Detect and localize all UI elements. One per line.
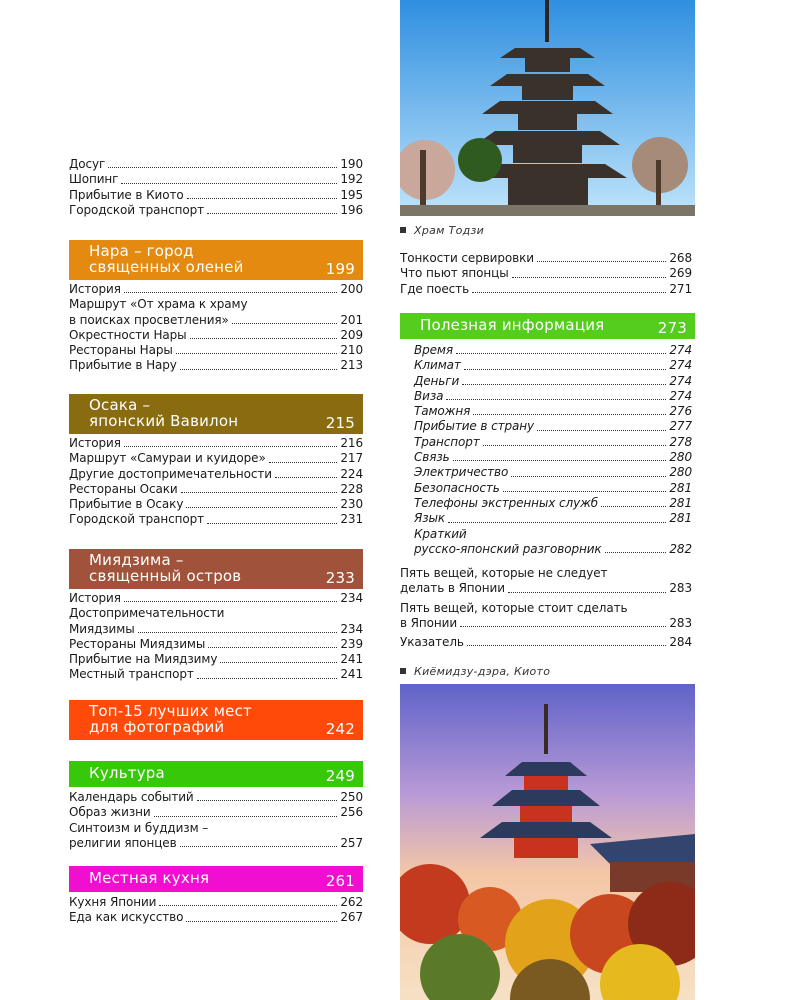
toc-entry[interactable]: Кухня Японии 262 (69, 895, 363, 909)
toc-entry[interactable]: Пять вещей, которые не следует делать в Японии 283 (400, 566, 692, 596)
photo-kiyomizu-dera (400, 684, 695, 1000)
section-miyajima-header[interactable]: Миядзима – священный остров 233 (69, 549, 363, 589)
toc-entry[interactable]: Виза 274 (414, 388, 692, 403)
section-culture-header[interactable]: Культура 249 (69, 761, 363, 787)
toc-entry[interactable]: Рестораны Миядзимы 239 (69, 636, 363, 651)
toc-entry[interactable]: История 234 (69, 591, 363, 605)
toc-entry[interactable]: Что пьют японцы 269 (400, 266, 692, 281)
toc-entry[interactable]: Синтоизм и буддизм – религии японцев 257 (69, 820, 363, 850)
section-osaka-header[interactable]: Осака – японский Вавилон 215 (69, 394, 363, 434)
toc-entry[interactable]: Другие достопримечательности 224 (69, 466, 363, 481)
caption-kiyomizu: Киёмидзу-дэра, Киото (400, 665, 550, 678)
kyoto-tail-entries (69, 157, 363, 218)
toc-entry[interactable]: Окрестности Нары 209 (69, 327, 363, 342)
toc-entry[interactable]: Таможня 276 (414, 404, 692, 419)
toc-entry[interactable]: Деньги 274 (414, 373, 692, 388)
section-useful-entries (414, 343, 692, 557)
toc-entry[interactable]: Время 274 (414, 343, 692, 357)
photo-toji-temple (400, 0, 695, 216)
section-nara-header[interactable]: Нара – город священных оленей 199 (69, 240, 363, 280)
toc-entry[interactable]: История 200 (69, 282, 363, 296)
toc-entry[interactable]: Транспорт 278 (414, 434, 692, 449)
toc-entry[interactable]: Маршрут «Самураи и куидоре» 217 (69, 451, 363, 466)
toc-entry[interactable]: История 216 (69, 436, 363, 450)
toc-entry[interactable]: Достопримечательности Миядзимы 234 (69, 606, 363, 636)
toc-entry[interactable]: Тонкости сервировки 268 (400, 251, 692, 265)
toc-entry[interactable]: Указатель 284 (400, 635, 692, 650)
pagoda-illustration (400, 0, 695, 216)
toc-entry[interactable]: Прибытие в Киото 195 (69, 187, 363, 202)
toc-entry[interactable]: Календарь событий 250 (69, 790, 363, 804)
toc-entry[interactable]: Язык 281 (414, 511, 692, 526)
toc-entry[interactable]: Телефоны экстренных служб 281 (414, 495, 692, 510)
toc-entry[interactable]: Рестораны Нары 210 (69, 343, 363, 358)
toc-entry[interactable]: Шопинг 192 (69, 172, 363, 187)
section-useful-header[interactable]: Полезная информация 273 (400, 313, 695, 339)
toc-entry[interactable]: Еда как искусство 267 (69, 910, 363, 925)
cuisine-tail-entries (400, 251, 692, 297)
caption-toji: Храм Тодзи (400, 224, 484, 237)
toc-entry[interactable]: Рестораны Осаки 228 (69, 481, 363, 496)
section-osaka-entries (69, 436, 363, 528)
toc-entry[interactable]: Досуг 190 (69, 157, 363, 171)
toc-entry[interactable]: Связь 280 (414, 450, 692, 465)
square-bullet-icon (400, 227, 406, 233)
toc-entry[interactable]: Городской транспорт 231 (69, 512, 363, 527)
toc-entry[interactable]: Местный транспорт 241 (69, 667, 363, 682)
toc-entry[interactable]: Краткий русско-японский разговорник 282 (414, 526, 692, 556)
section-cuisine-header[interactable]: Местная кухня 261 (69, 866, 363, 892)
toc-entry[interactable]: Безопасность 281 (414, 480, 692, 495)
toc-entry[interactable]: Прибытие в страну 277 (414, 419, 692, 434)
toc-entry[interactable]: Прибытие в Нару 213 (69, 358, 363, 373)
section-top15-header[interactable]: Топ-15 лучших мест для фотографий 242 (69, 700, 363, 740)
section-miyajima-entries (69, 591, 363, 683)
toc-entry[interactable]: Климат 274 (414, 358, 692, 373)
toc-entry[interactable]: Пять вещей, которые стоит сделать в Японии 283 (400, 600, 692, 630)
section-nara-entries (69, 282, 363, 374)
temple-sunset-illustration (400, 684, 695, 1000)
section-culture-entries (69, 790, 363, 851)
toc-entry[interactable]: Прибытие на Миядзиму 241 (69, 652, 363, 667)
toc-entry[interactable]: Прибытие в Осаку 230 (69, 497, 363, 512)
final-entries (400, 566, 692, 650)
toc-entry[interactable]: Образ жизни 256 (69, 805, 363, 820)
toc-entry[interactable]: Электричество 280 (414, 465, 692, 480)
square-bullet-icon (400, 668, 406, 674)
section-cuisine-entries (69, 895, 363, 926)
toc-entry[interactable]: Где поесть 271 (400, 281, 692, 296)
toc-entry[interactable]: Маршрут «От храма к храму в поисках просветления» 201 (69, 297, 363, 327)
toc-entry[interactable]: Городской транспорт 196 (69, 202, 363, 217)
